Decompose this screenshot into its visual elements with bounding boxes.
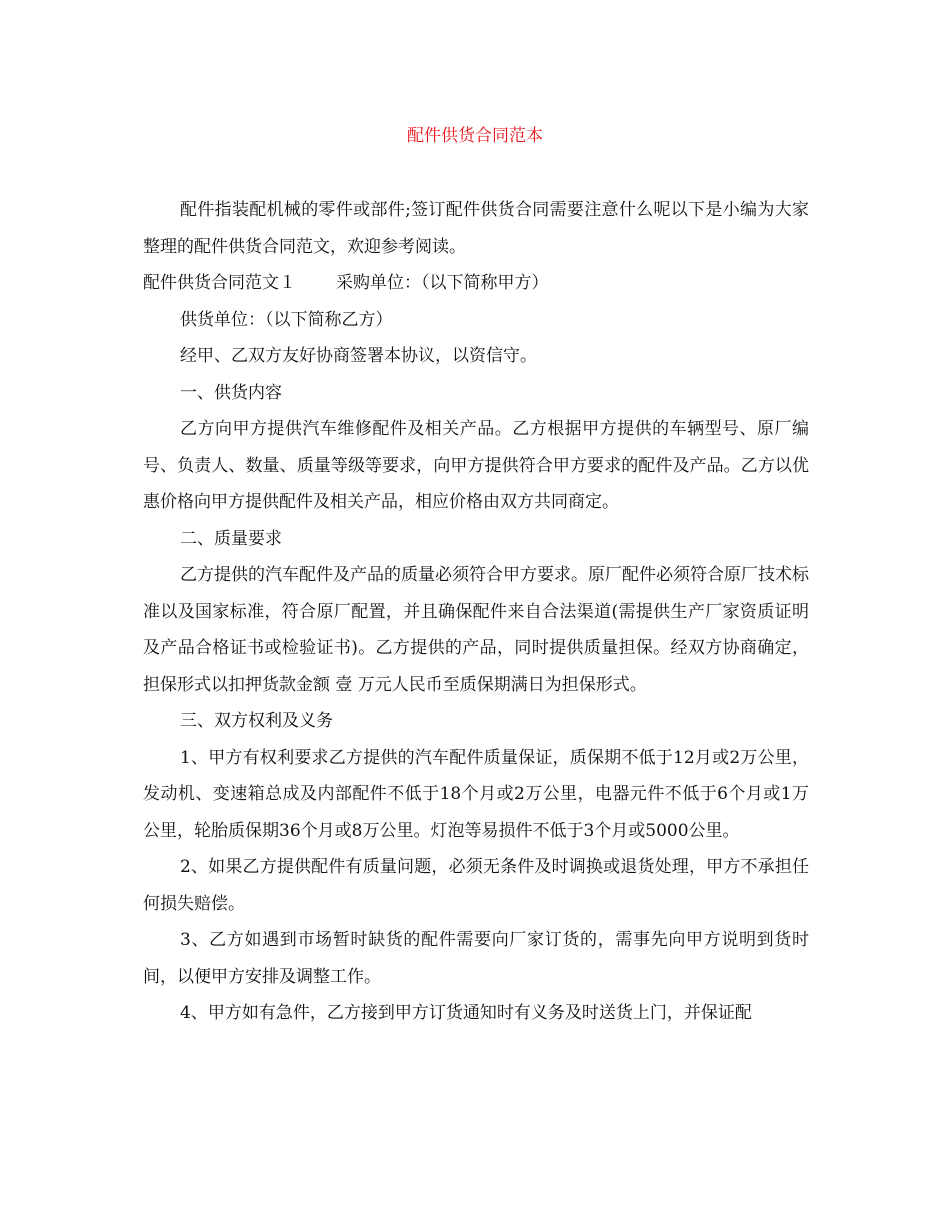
clause-3: 3、乙方如遇到市场暂时缺货的配件需要向厂家订货的，需事先向甲方说明到货时间，以便甲方安排及调整工作。 xyxy=(143,930,809,987)
clause-1: 1、甲方有权利要求乙方提供的汽车配件质量保证，质保期不低于12月或2万公里，发动机、变速箱总成及内部配件不低于18个月或2万公里，电器元件不低于6个月或1万公里，轮胎质保期36个月或8万公里。灯泡等易损件不低于3个月或5000公里。 xyxy=(143,747,809,841)
sample-heading-line xyxy=(143,265,809,302)
sample-heading-label: 配件供货合同范文１ xyxy=(143,273,296,293)
section-heading-quality: 二、质量要求 xyxy=(180,528,282,549)
document-body xyxy=(143,192,809,1032)
section-heading-rights: 三、双方权利及义务 xyxy=(180,711,333,731)
supplier-line: 供货单位：（以下简称乙方） xyxy=(180,309,393,330)
section-supply-body: 乙方向甲方提供汽车维修配件及相关产品。乙方根据甲方提供的车辆型号、原厂编号、负责人、数量、质量等级等要求，向甲方提供符合甲方要求的配件及产品。乙方以优惠价格向甲方提供配件及相关产品，相应价格由双方共同商定。 xyxy=(143,419,809,512)
intro-paragraph: 配件指装配机械的零件或部件;签订配件供货合同需要注意什么呢以下是小编为大家整理的配件供货合同范文，欢迎参考阅读。 xyxy=(143,200,809,257)
section-quality-body: 乙方提供的汽车配件及产品的质量必须符合甲方要求。原厂配件必须符合原厂技术标准以及国家标准，符合原厂配置，并且确保配件来自合法渠道(需提供生产厂家资质证明及产品合格证书或检验证书)。乙方提供的产品，同时提供质量担保。经双方协商确定，担保形式以扣押货款金额 壹 万元人民币至质保期满日为担保形式。 xyxy=(143,565,809,695)
clause-2: 2、如果乙方提供配件有质量问题，必须无条件及时调换或退货处理，甲方不承担任何损失赔偿。 xyxy=(143,857,809,914)
document-title: 配件供货合同范本 xyxy=(407,126,543,146)
agreement-line: 经甲、乙双方友好协商签署本协议，以资信守。 xyxy=(180,346,537,366)
purchaser-line: 采购单位：（以下简称甲方） xyxy=(336,273,549,293)
clause-4: 4、甲方如有急件，乙方接到甲方订货通知时有义务及时送货上门，并保证配 xyxy=(180,1003,752,1023)
section-heading-supply: 一、供货内容 xyxy=(180,382,282,403)
